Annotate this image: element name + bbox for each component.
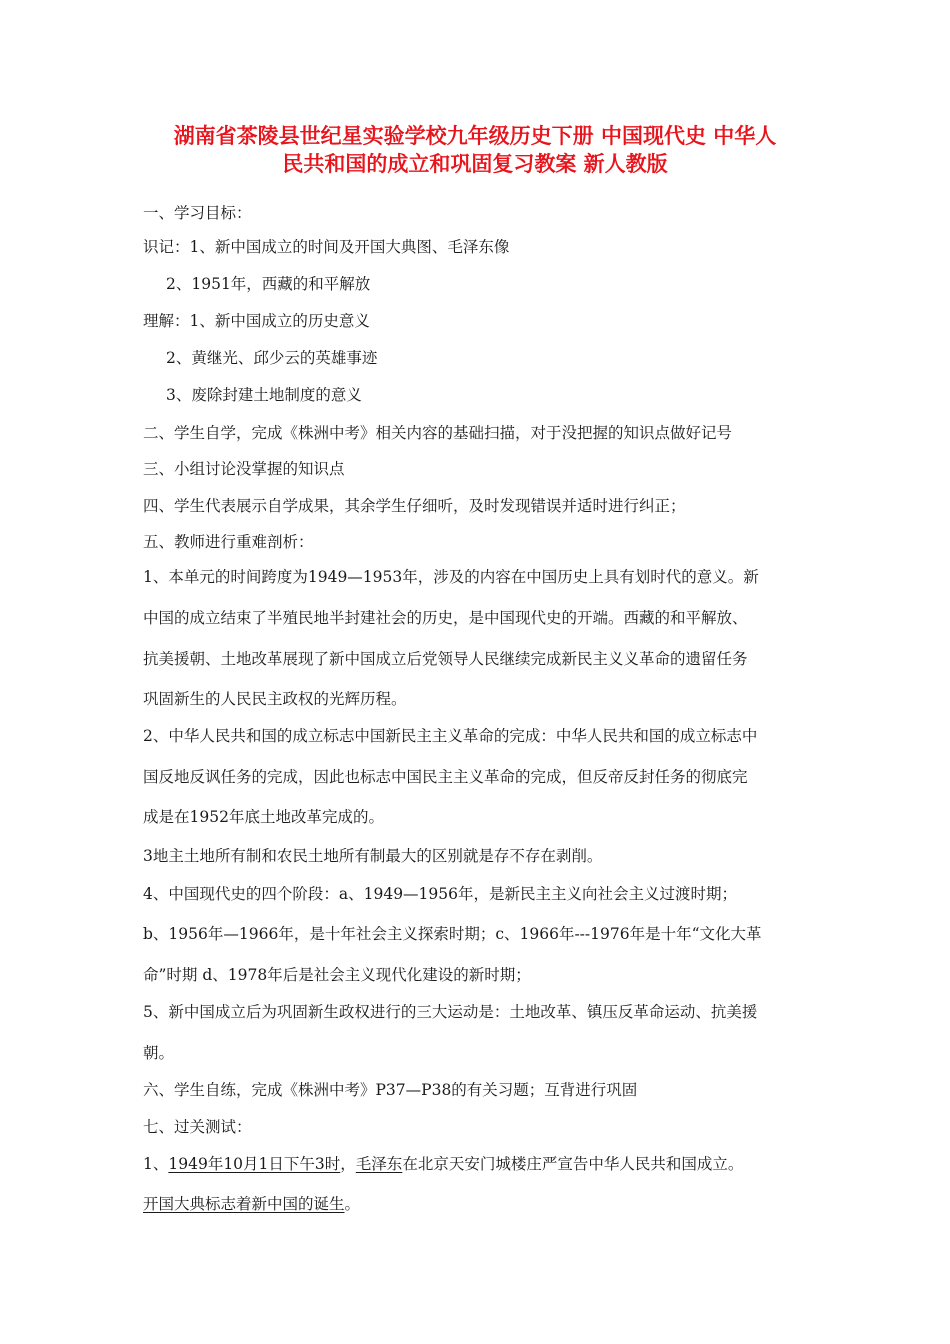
section-student-presentation: 四、学生代表展示自学成果，其余学生仔细听，及时发现错误并适时进行纠正； (143, 497, 686, 515)
section-heading-goals: 一、学习目标： (143, 204, 252, 222)
section-group-discussion: 三、小组讨论没掌握的知识点 (143, 460, 345, 478)
question-text: 在北京天安门城楼庄严宣告中华人民共和国成立。 (402, 1155, 744, 1173)
title-line-2: 民共和国的成立和巩固复习教案 新人教版 (282, 152, 668, 176)
goal-understand-1: 理解：1、新中国成立的历史意义 (143, 312, 370, 330)
paragraph-1-line-4: 巩固新生的人民民主政权的光辉历程。 (143, 690, 407, 708)
goal-understand-2: 2、黄继光、邱少云的英雄事迹 (166, 349, 378, 367)
text-separator: ， (340, 1155, 356, 1173)
paragraph-4-line-2: b、1956年—1966年，是十年社会主义探索时期；c、1966年---1976年是十年“文化大革 (143, 925, 762, 943)
answer-blank-time: 1949年10月1日下午3时 (168, 1155, 341, 1173)
paragraph-3: 3地主土地所有制和农民土地所有制最大的区别就是存不存在剥削。 (143, 847, 603, 865)
test-question-1-line-1 (143, 1154, 743, 1174)
paragraph-5-line-1: 5、新中国成立后为巩固新生政权进行的三大运动是：土地改革、镇压反革命运动、抗美援 (143, 1003, 758, 1021)
section-self-study: 二、学生自学，完成《株洲中考》相关内容的基础扫描，对于没把握的知识点做好记号 (143, 424, 733, 442)
paragraph-4-line-1: 4、中国现代史的四个阶段：a、1949—1956年，是新民主主义向社会主义过渡时期； (143, 885, 737, 903)
goal-memorize-1: 识记：1、新中国成立的时间及开国大典图、毛泽东像 (143, 238, 510, 256)
document-title (120, 122, 830, 178)
goal-memorize-2: 2、1951年，西藏的和平解放 (166, 275, 371, 293)
paragraph-1-line-2: 中国的成立结束了半殖民地半封建社会的历史，是中国现代史的开端。西藏的和平解放、 (143, 609, 748, 627)
paragraph-2-line-1: 2、中华人民共和国的成立标志中国新民主主义革命的完成：中华人民共和国的成立标志中 (143, 727, 758, 745)
paragraph-1-line-1: 1、本单元的时间跨度为1949—1953年，涉及的内容在中国历史上具有划时代的意义。新 (143, 568, 759, 586)
section-test: 七、过关测试： (143, 1118, 252, 1136)
paragraph-1-line-3: 抗美援朝、土地改革展现了新中国成立后党领导人民继续完成新民主义义革命的遗留任务 (143, 650, 748, 668)
section-teacher-analysis: 五、教师进行重难剖析： (143, 533, 314, 551)
paragraph-2-line-3: 成是在1952年底土地改革完成的。 (143, 808, 384, 826)
question-number: 1、 (143, 1155, 169, 1173)
paragraph-5-line-2: 朝。 (143, 1044, 175, 1062)
answer-blank-person: 毛泽东 (355, 1155, 403, 1173)
sentence-end: 。 (344, 1195, 361, 1213)
section-practice: 六、学生自练，完成《株洲中考》P37—P38的有关习题；互背进行巩固 (143, 1081, 638, 1099)
answer-blank-significance: 开国大典标志着新中国的诞生 (143, 1195, 345, 1213)
paragraph-4-line-3: 命”时期 d、1978年后是社会主义现代化建设的新时期； (143, 966, 531, 984)
title-line-1: 湖南省茶陵县世纪星实验学校九年级历史下册 中国现代史 中华人 (173, 124, 777, 148)
test-question-1-line-2 (143, 1194, 360, 1214)
goal-understand-3: 3、废除封建土地制度的意义 (166, 386, 362, 404)
paragraph-2-line-2: 国反地反讽任务的完成，因此也标志中国民主主义革命的完成，但反帝反封任务的彻底完 (143, 768, 748, 786)
